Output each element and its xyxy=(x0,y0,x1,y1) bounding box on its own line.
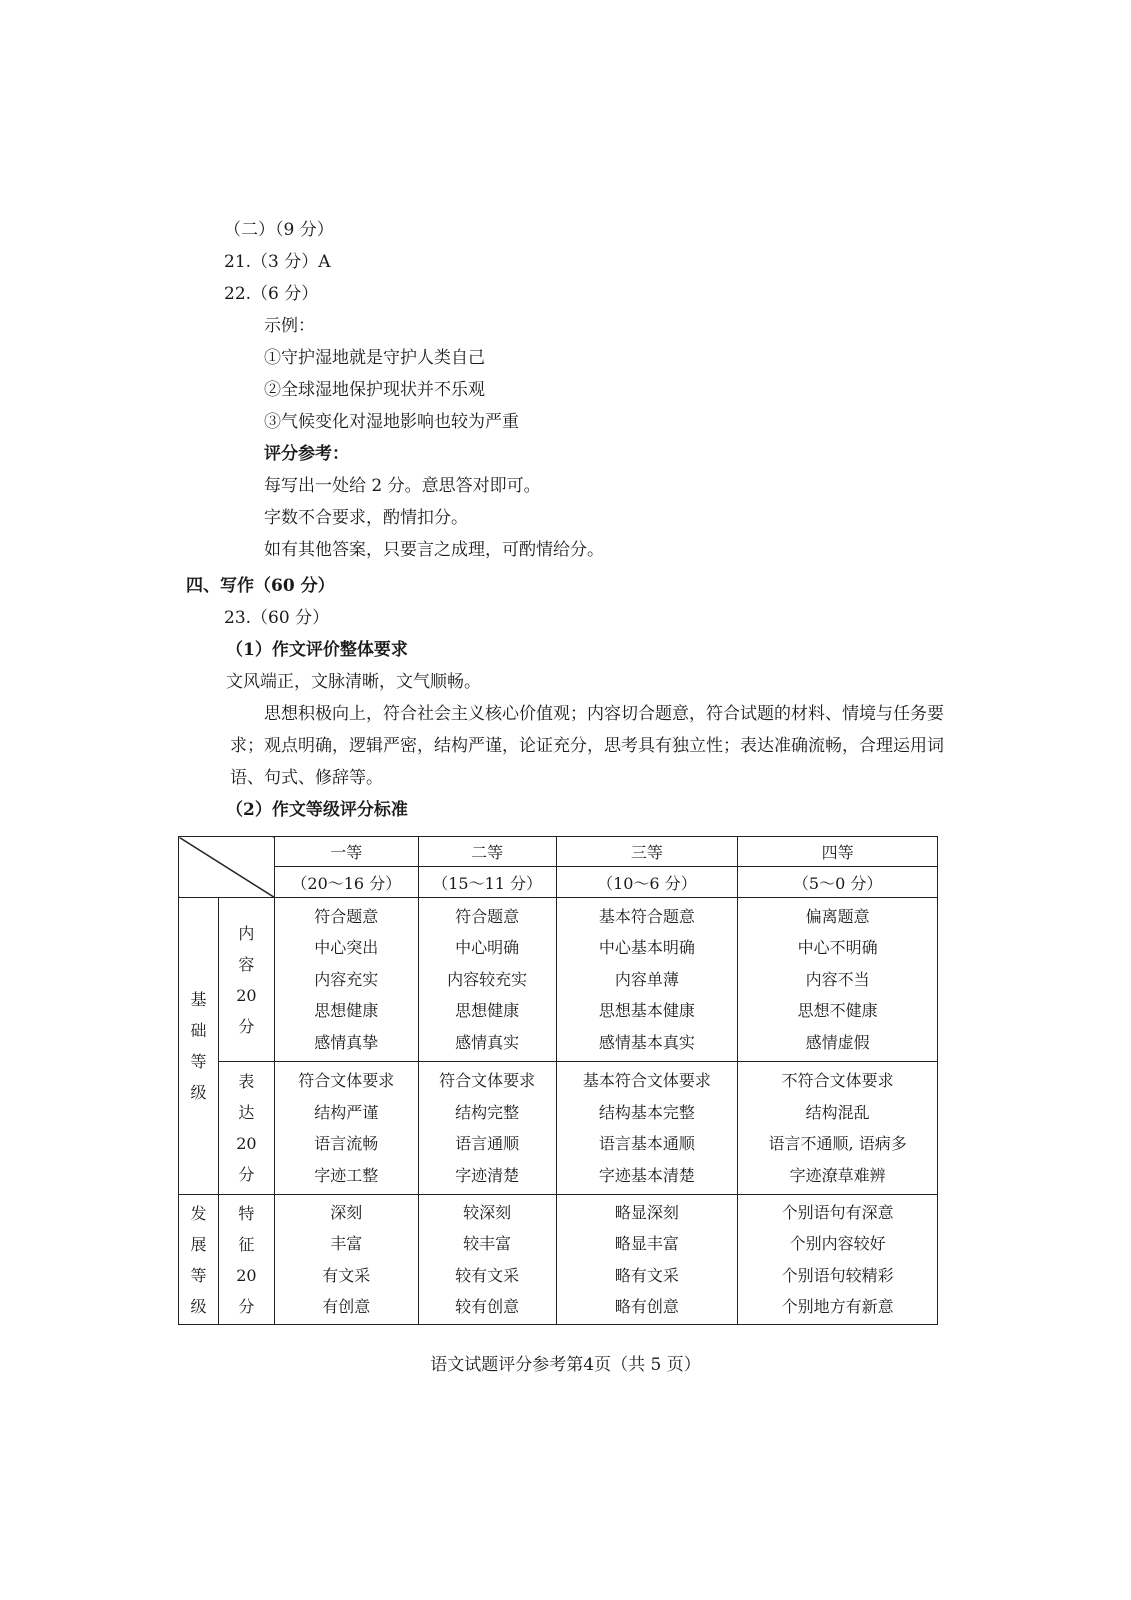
label-char: 20 xyxy=(236,1134,257,1153)
criterion: 思想健康 xyxy=(455,1001,520,1021)
criterion: 符合题意 xyxy=(314,906,379,926)
grade-header: 三等 xyxy=(556,837,738,867)
criterion: 个别语句较精彩 xyxy=(781,1265,894,1285)
label-char: 分 xyxy=(238,1296,255,1316)
expression-criteria-cell xyxy=(418,1062,556,1195)
label-char: 征 xyxy=(238,1234,255,1254)
criterion: 基本符合题意 xyxy=(598,906,695,926)
scoring-label: 评分参考： xyxy=(264,444,349,464)
page-footer: 语文试题评分参考第4页（共 5 页） xyxy=(430,1355,701,1375)
criterion: 思想不健康 xyxy=(797,1001,878,1021)
label-char: 特 xyxy=(238,1203,255,1223)
label-char: 容 xyxy=(238,954,255,974)
criterion: 较深刻 xyxy=(463,1202,512,1222)
criterion: 中心突出 xyxy=(314,938,379,958)
development-level-label xyxy=(179,1195,219,1325)
label-char: 础 xyxy=(190,1021,207,1040)
feature-criteria-cell xyxy=(556,1195,738,1325)
content-criteria-cell xyxy=(556,898,738,1062)
criterion: 较丰富 xyxy=(463,1234,512,1253)
criterion: 思想健康 xyxy=(314,1001,379,1021)
criterion: 结构完整 xyxy=(455,1102,520,1122)
criterion: 深刻 xyxy=(330,1202,363,1222)
criterion: 语言不通顺, 语病多 xyxy=(768,1134,907,1153)
criterion: 略有文采 xyxy=(614,1265,679,1285)
criterion: 符合文体要求 xyxy=(298,1071,395,1090)
criterion: 内容单薄 xyxy=(614,969,679,989)
content-criteria-cell xyxy=(274,898,418,1062)
answer-q21: 21.（3 分）A xyxy=(224,252,331,272)
label-char: 表 xyxy=(238,1072,255,1091)
criterion: 中心明确 xyxy=(455,938,520,958)
criterion: 结构严谨 xyxy=(314,1102,379,1122)
subsection-title-1: （1）作文评价整体要求 xyxy=(226,640,408,660)
label-char: 发 xyxy=(190,1203,207,1223)
label-char: 20 xyxy=(236,1265,257,1285)
answer-q23: 23.（60 分） xyxy=(224,608,330,628)
feature-criteria-cell xyxy=(274,1195,418,1325)
criterion: 结构混乱 xyxy=(805,1102,870,1122)
grade-header: 二等 xyxy=(418,837,556,867)
example-item: ①守护湿地就是守护人类自己 xyxy=(264,348,485,368)
label-char: 等 xyxy=(190,1052,207,1071)
criterion: 内容充实 xyxy=(314,969,379,989)
basic-level-label xyxy=(179,898,219,1195)
label-char: 内 xyxy=(238,923,255,943)
criterion: 个别地方有新意 xyxy=(781,1297,894,1316)
criterion: 中心基本明确 xyxy=(598,938,695,958)
grade-range: （5～0 分） xyxy=(738,867,938,898)
criterion: 基本符合文体要求 xyxy=(582,1071,711,1090)
criterion: 个别语句有深意 xyxy=(781,1202,894,1222)
grade-range: （15～11 分） xyxy=(418,867,556,898)
criterion: 语言通顺 xyxy=(455,1134,520,1153)
feature-label xyxy=(218,1195,274,1325)
criterion: 内容较充实 xyxy=(447,969,528,989)
criterion: 个别内容较好 xyxy=(789,1234,886,1253)
label-char: 20 xyxy=(236,985,257,1005)
criterion: 感情真挚 xyxy=(314,1032,379,1052)
criterion: 较有创意 xyxy=(455,1297,520,1316)
criterion: 略显深刻 xyxy=(614,1202,679,1222)
grade-range: （10～6 分） xyxy=(556,867,738,898)
criterion: 字迹潦草难辨 xyxy=(789,1165,886,1185)
paragraph-requirements-text: 思想积极向上，符合社会主义核心价值观；内容切合题意，符合试题的材料、情境与任务要求；观点明确，逻辑严密，结构严谨，论证充分，思考具有独立性；表达准确流畅，合理运用词语、句式、修辞等。 xyxy=(230,704,944,788)
label-char: 级 xyxy=(190,1296,207,1316)
criterion: 感情真实 xyxy=(455,1032,520,1052)
answer-q22: 22.（6 分） xyxy=(224,284,319,304)
expression-criteria-cell xyxy=(738,1062,938,1195)
paragraph-style: 文风端正，文脉清晰，文气顺畅。 xyxy=(226,672,481,692)
criterion: 符合题意 xyxy=(455,906,520,926)
expression-criteria-cell xyxy=(556,1062,738,1195)
example-item: ②全球湿地保护现状并不乐观 xyxy=(264,380,485,400)
scoring-item: 每写出一处给 2 分。意思答对即可。 xyxy=(264,476,541,496)
criterion: 丰富 xyxy=(330,1234,363,1253)
example-item: ③气候变化对湿地影响也较为严重 xyxy=(264,412,519,432)
feature-criteria-cell xyxy=(738,1195,938,1325)
subsection-title-2: （2）作文等级评分标准 xyxy=(226,800,408,820)
criterion: 有创意 xyxy=(322,1297,371,1316)
label-char: 达 xyxy=(238,1103,255,1122)
label-char: 等 xyxy=(190,1265,207,1285)
feature-criteria-cell xyxy=(418,1195,556,1325)
grading-table xyxy=(178,836,938,1325)
criterion: 思想基本健康 xyxy=(598,1001,695,1021)
content-criteria-cell xyxy=(738,898,938,1062)
criterion: 语言流畅 xyxy=(314,1134,379,1153)
criterion: 符合文体要求 xyxy=(439,1071,536,1090)
criterion: 语言基本通顺 xyxy=(598,1134,695,1153)
grade-range: （20～16 分） xyxy=(274,867,418,898)
grade-header: 一等 xyxy=(274,837,418,867)
criterion: 略有创意 xyxy=(614,1297,679,1316)
criterion: 字迹基本清楚 xyxy=(598,1165,695,1185)
criterion: 略显丰富 xyxy=(614,1234,679,1253)
criterion: 偏离题意 xyxy=(805,906,870,926)
grade-header: 四等 xyxy=(738,837,938,867)
label-char: 基 xyxy=(190,990,207,1009)
criterion: 字迹清楚 xyxy=(455,1165,520,1185)
scoring-item: 字数不合要求，酌情扣分。 xyxy=(264,508,468,528)
label-char: 展 xyxy=(190,1234,207,1254)
expression-criteria-cell xyxy=(274,1062,418,1195)
content-label xyxy=(218,898,274,1062)
expression-label xyxy=(218,1062,274,1195)
criterion: 字迹工整 xyxy=(314,1165,379,1185)
criterion: 感情虚假 xyxy=(805,1032,870,1052)
table-corner xyxy=(179,837,275,898)
criterion: 结构基本完整 xyxy=(598,1102,695,1122)
label-char: 级 xyxy=(190,1083,207,1102)
example-label: 示例： xyxy=(264,316,315,336)
criterion: 中心不明确 xyxy=(797,938,878,958)
criterion: 不符合文体要求 xyxy=(781,1071,894,1090)
paragraph-requirements xyxy=(230,698,950,794)
label-char: 分 xyxy=(238,1016,255,1036)
section-heading-4: 四、写作（60 分） xyxy=(186,576,335,596)
scoring-item: 如有其他答案，只要言之成理，可酌情给分。 xyxy=(264,540,604,560)
content-criteria-cell xyxy=(418,898,556,1062)
criterion: 感情基本真实 xyxy=(598,1032,695,1052)
section-heading-2: （二）（9 分） xyxy=(224,220,334,240)
criterion: 内容不当 xyxy=(805,969,870,989)
criterion: 较有文采 xyxy=(455,1265,520,1285)
label-char: 分 xyxy=(238,1165,255,1184)
criterion: 有文采 xyxy=(322,1265,371,1285)
